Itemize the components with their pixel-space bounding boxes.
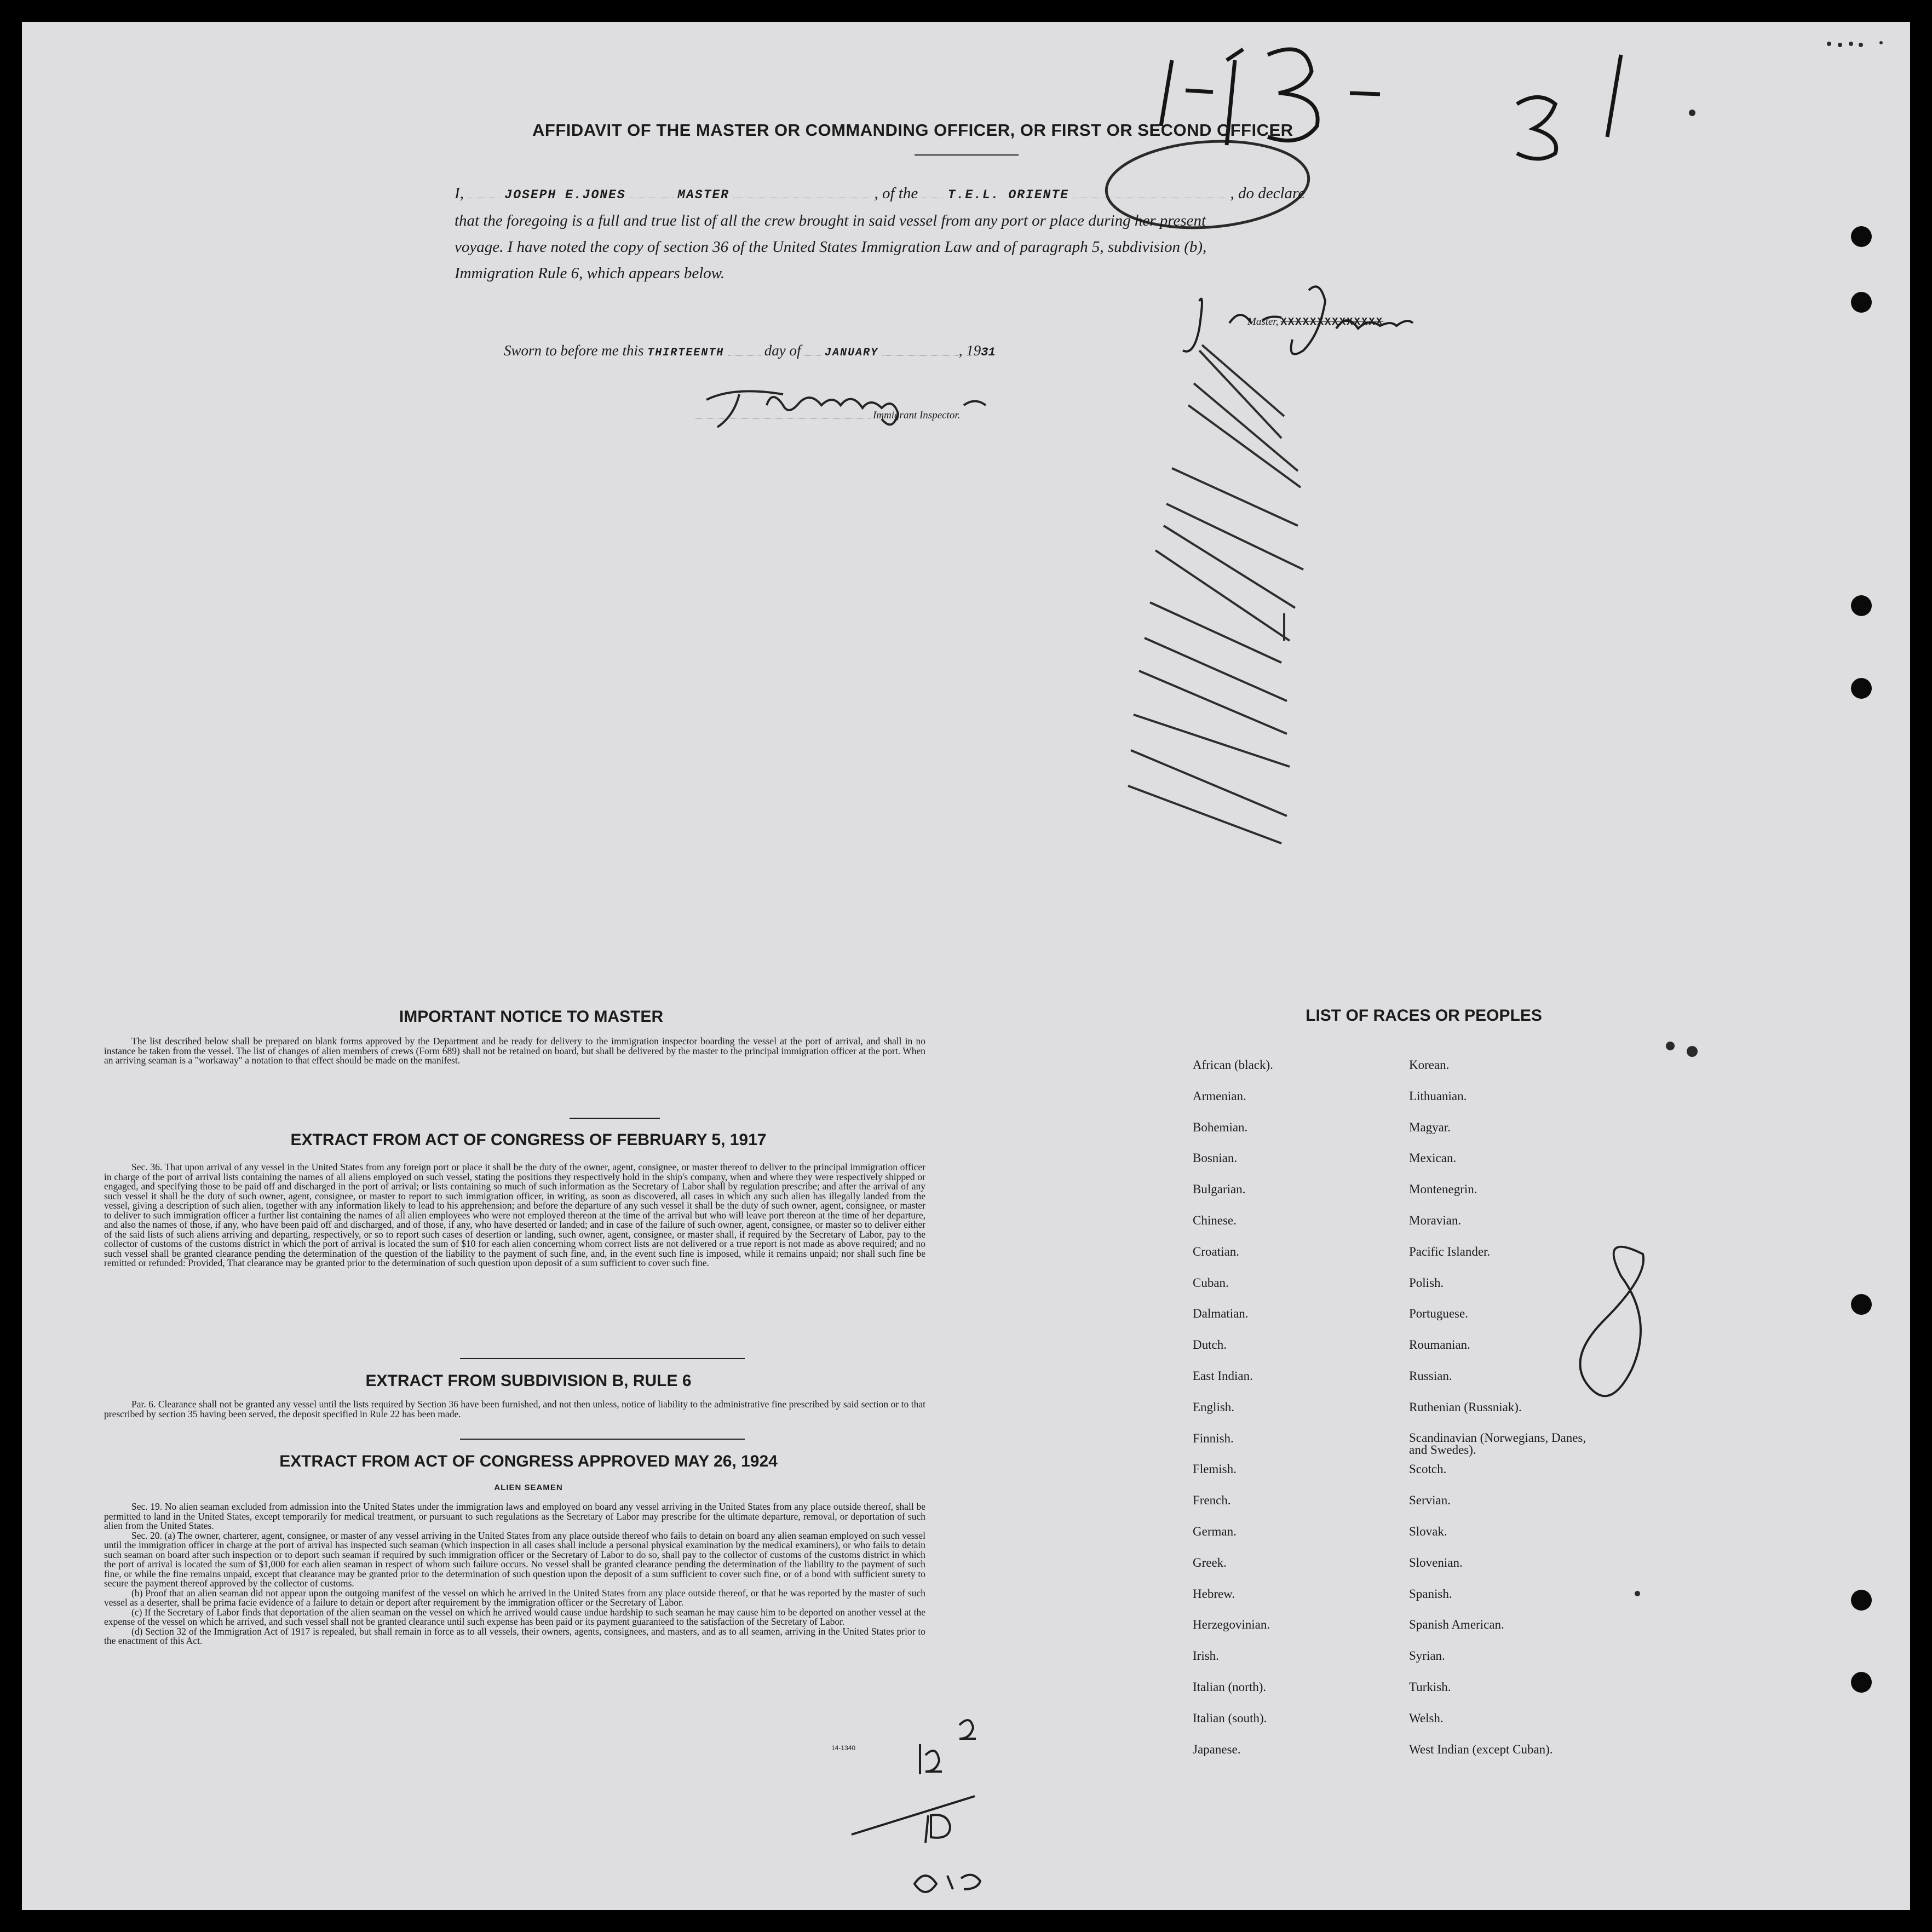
race-item: Armenian. bbox=[1193, 1089, 1246, 1103]
race-item: Flemish. bbox=[1193, 1462, 1237, 1476]
inspector-label: Immigrant Inspector. bbox=[695, 410, 960, 422]
race-item: Bulgarian. bbox=[1193, 1182, 1246, 1197]
race-item: Scotch. bbox=[1409, 1462, 1447, 1476]
rank-field: MASTER bbox=[677, 188, 729, 202]
race-item: Cuban. bbox=[1193, 1275, 1229, 1290]
master-name-field: JOSEPH E.JONES bbox=[504, 188, 626, 202]
race-item: Greek. bbox=[1193, 1555, 1227, 1569]
notice-title: IMPORTANT NOTICE TO MASTER bbox=[399, 1008, 664, 1026]
binder-hole bbox=[1851, 1672, 1872, 1693]
declaration-line-4: Immigration Rule 6, which appears below. bbox=[455, 264, 725, 282]
bottom-notes bbox=[852, 1720, 980, 1892]
race-item: Portuguese. bbox=[1409, 1307, 1468, 1321]
race-item: Polish. bbox=[1409, 1275, 1444, 1290]
race-item: Japanese. bbox=[1193, 1742, 1241, 1756]
sworn-line: Sworn to before me this THIRTEENTH day of JANUARY , 1931 bbox=[504, 342, 996, 359]
race-item: English. bbox=[1193, 1400, 1235, 1414]
race-item: Mexican. bbox=[1409, 1151, 1457, 1165]
race-item: Hebrew. bbox=[1193, 1586, 1235, 1601]
affidavit-title: AFFIDAVIT OF THE MASTER OR COMMANDING OFFICER, OR FIRST OR SECOND OFFICER bbox=[532, 120, 1293, 140]
race-item: West Indian (except Cuban). bbox=[1409, 1742, 1553, 1756]
race-item: Korean. bbox=[1409, 1058, 1450, 1072]
binder-hole bbox=[1851, 678, 1872, 699]
extract-1924-title: EXTRACT FROM ACT OF CONGRESS APPROVED MAY 26, 1924 bbox=[279, 1452, 778, 1470]
race-item: Dalmatian. bbox=[1193, 1307, 1249, 1321]
manifest-page bbox=[22, 22, 1910, 1910]
race-item: Irish. bbox=[1193, 1649, 1219, 1663]
race-item: Croatian. bbox=[1193, 1244, 1239, 1258]
race-item: Welsh. bbox=[1409, 1711, 1444, 1725]
extract-1924-subtitle: ALIEN SEAMEN bbox=[494, 1483, 563, 1492]
binder-hole bbox=[1851, 1294, 1872, 1315]
race-item: French. bbox=[1193, 1493, 1231, 1508]
race-item: Italian (north). bbox=[1193, 1680, 1267, 1694]
notice-body: The list described below shall be prepared on blank forms approved by the Department and be ready for delivery to the immigration inspector boarding the vessel at the port of arrival, and shall in no instance be taken from the vessel. The list of changes of alien members of crews (Form 689) shall not be retained on board, but shall be delivered by the master to the principal immigration officer at the port. When an arriving seaman is a "workaway" a notation to that effect should be made on the manifest. bbox=[104, 1036, 925, 1066]
extract-1917-title: EXTRACT FROM ACT OF CONGRESS OF FEBRUARY 5, 1917 bbox=[290, 1131, 767, 1149]
stray-marks bbox=[1635, 41, 1883, 1596]
race-item: Dutch. bbox=[1193, 1338, 1227, 1352]
page-number-text bbox=[1610, 1270, 1613, 1277]
race-item: African (black). bbox=[1193, 1058, 1273, 1072]
binder-hole bbox=[1851, 226, 1872, 247]
declaration-line-1: I, JOSEPH E.JONES MASTER , of the T.E.L. ORIENTE , do declare bbox=[455, 185, 1306, 202]
form-number: 14-1340 bbox=[831, 1744, 856, 1752]
race-item: Syrian. bbox=[1409, 1649, 1445, 1663]
race-item: Lithuanian. bbox=[1409, 1089, 1467, 1103]
race-item: Ruthenian (Russniak). bbox=[1409, 1400, 1522, 1414]
race-item: Servian. bbox=[1409, 1493, 1451, 1508]
race-item: Bohemian. bbox=[1193, 1120, 1248, 1134]
sheet-note-2 bbox=[925, 1813, 931, 1819]
race-item: Magyar. bbox=[1409, 1120, 1451, 1134]
vessel-field: T.E.L. ORIENTE bbox=[947, 188, 1069, 202]
race-item: Russian. bbox=[1409, 1369, 1452, 1383]
race-item: Spanish. bbox=[1409, 1586, 1452, 1601]
race-item: Spanish American. bbox=[1409, 1618, 1504, 1632]
race-item: Scandinavian (Norwegians, Danes, and Swedes). bbox=[1409, 1430, 1586, 1457]
race-item: Chinese. bbox=[1193, 1213, 1237, 1227]
race-item: Turkish. bbox=[1409, 1680, 1451, 1694]
race-item: Moravian. bbox=[1409, 1213, 1462, 1227]
declaration-line-3: voyage. I have noted the copy of section 36 of the United States Immigration Law and of paragraph 5, subdivision (b), bbox=[455, 238, 1207, 256]
races-left-column bbox=[1193, 1059, 1373, 1774]
race-item: East Indian. bbox=[1193, 1369, 1253, 1383]
race-item: Slovak. bbox=[1409, 1524, 1447, 1538]
extract-1924-body: Sec. 19. No alien seaman excluded from admission into the United States under the immigration laws and employed on board any vessel arriving in the United States from any place outside thereof, shall be permitted to land in the United States, except temporarily for medical treatment, or pursuant to such regulations as the Secretary of Labor may prescribe for the ultimate departure, removal, or deportation of such alien from the United States. Sec. 20. (a) The owner, charterer, agent, consignee, or master of any vessel arriving in the United States from any place outside thereof who fails to detain on board any alien seaman employed on such vessel until the immigration officer in charge at the port of arrival has inspected such seaman (which inspection in all cases shall include a personal physical examination by the medical examiners), or who fails to detain such seaman on board after such inspection or to deport such seaman if required by such immigration officer or the Secretary of Labor to do so, shall pay to the collector of customs of the customs district in which the port of arrival is located the sum of $1,000 for each alien seaman in respect of whom such failure occurs. No vessel shall be granted clearance pending the determination of the liability to the payment of such fine, or while the fine remains unpaid, except that clearance may be granted prior to the determination of such question upon the deposit of a sum sufficient to cover such fine, or of a bond with sufficient surety to secure the payment thereof approved by the collector of customs. (b) Proof that an alien seaman did not appear upon the outgoing manifest of the vessel on which he arrived in the United States from any place outside thereof, or that he was reported by the master of such vessel as a deserter, shall be prima facie evidence of a failure to detain or deport after requirement by the immigration officer or the Secretary of Labor. (c) If the Secretary of Labor finds that deportation of the alien seaman on the vessel on which he arrived would cause undue hardship to such seaman he may cause him to be deported on another vessel at the expense of the vessel on which he arrived, and such vessel shall not be granted clearance until such expense has been paid or its payment guaranteed to the satisfaction of the Secretary of Labor. (d) Section 32 of the Immigration Act of 1917 is repealed, but shall remain in force as to all vessels, their owners, agents, consignees, and masters, and as to all seamen, arriving in the United States prior to the enactment of this Act. bbox=[104, 1501, 925, 1646]
race-item: Herzegovinian. bbox=[1193, 1618, 1270, 1632]
races-right-column bbox=[1409, 1059, 1617, 1774]
race-item: Pacific Islander. bbox=[1409, 1244, 1491, 1258]
race-item: Finnish. bbox=[1193, 1431, 1234, 1445]
binder-hole bbox=[1851, 595, 1872, 616]
races-title: LIST OF RACES OR PEOPLES bbox=[1306, 1007, 1542, 1025]
sworn-year-field: 31 bbox=[981, 346, 996, 359]
declaration-line-2: that the foregoing is a full and true list of all the crew brought in said vessel from any port or place during her present bbox=[455, 212, 1206, 229]
master-signature-label: Master, XXXXXXXXXXXXXX bbox=[1247, 316, 1384, 328]
race-item: Montenegrin. bbox=[1409, 1182, 1477, 1197]
race-item: German. bbox=[1193, 1524, 1237, 1538]
rule6-body: Par. 6. Clearance shall not be granted any vessel until the lists required by Section 36 have been furnished, and not then unless, notice of liability to the administrative fine prescribed by said section or to that prescribed by section 35 having been served, the deposit specified in Rule 22 has been made. bbox=[104, 1399, 925, 1419]
tally-marks bbox=[1128, 345, 1303, 843]
sworn-day-field: THIRTEENTH bbox=[647, 347, 725, 359]
race-item: Italian (south). bbox=[1193, 1711, 1267, 1725]
race-item: Bosnian. bbox=[1193, 1151, 1238, 1165]
extract-1917-body: Sec. 36. That upon arrival of any vessel in the United States from any foreign port or place it shall be the duty of the owner, agent, consignee, or master thereof to deliver to the principal immigration officer in charge of the port of arrival lists containing the names of all aliens employed on such vessel, stating the positions they respectively hold in the ship's company, when and where they were respectively shipped or engaged, and specifying those to be paid off and discharged in the port of arrival; or lists containing so much of such information as the Secretary of Labor shall by regulation prescribe; and after the arrival of any such vessel it shall be the duty of such owner, agent, consignee, or master to report to such immigration officer, in writing, as soon as discovered, all cases in which any such alien has illegally landed from the vessel, giving a description of such alien, together with any information likely to lead to his apprehension; and before the departure of any such vessel it shall be the duty of such owner, agent, consignee, or master to deliver to such immigration officer a further list containing the names of all alien employees who were not employed thereon at the time of the arrival but who will leave port thereon at the time of her departure, and also the names of those, if any, who have been paid off and discharged, and of those, if any, who have deserted or landed; and in case of the failure of such owner, agent, consignee, or master so to deliver either of the said lists of such aliens arriving and departing, respectively, or so to report such cases of desertion or landing, such owner, agent, consignee, or master shall, if required by the Secretary of Labor, pay to the collector of customs of the customs district in which the port of arrival is located the sum of $10 for each alien concerning whom correct lists are not delivered or a true report is not made as above required; and no such vessel shall be granted clearance pending the determination of the question of the liability to the payment of such fine, and, in the event such fine is imposed, while it remains unpaid; nor shall such fine be remitted or refunded: Provided, That clearance may be granted prior to the determination of such question upon deposit of a sum sufficient to cover such fine. bbox=[104, 1162, 925, 1268]
race-item: Slovenian. bbox=[1409, 1555, 1463, 1569]
race-item: Roumanian. bbox=[1409, 1338, 1470, 1352]
sworn-month-field: JANUARY bbox=[825, 347, 879, 359]
binder-hole bbox=[1851, 1590, 1872, 1611]
sheet-note-1 bbox=[920, 1741, 927, 1747]
date-mark bbox=[1145, 33, 1462, 128]
rule6-title: EXTRACT FROM SUBDIVISION B, RULE 6 bbox=[365, 1372, 692, 1390]
binder-hole bbox=[1851, 292, 1872, 313]
sheet-note-3 bbox=[915, 1876, 923, 1882]
